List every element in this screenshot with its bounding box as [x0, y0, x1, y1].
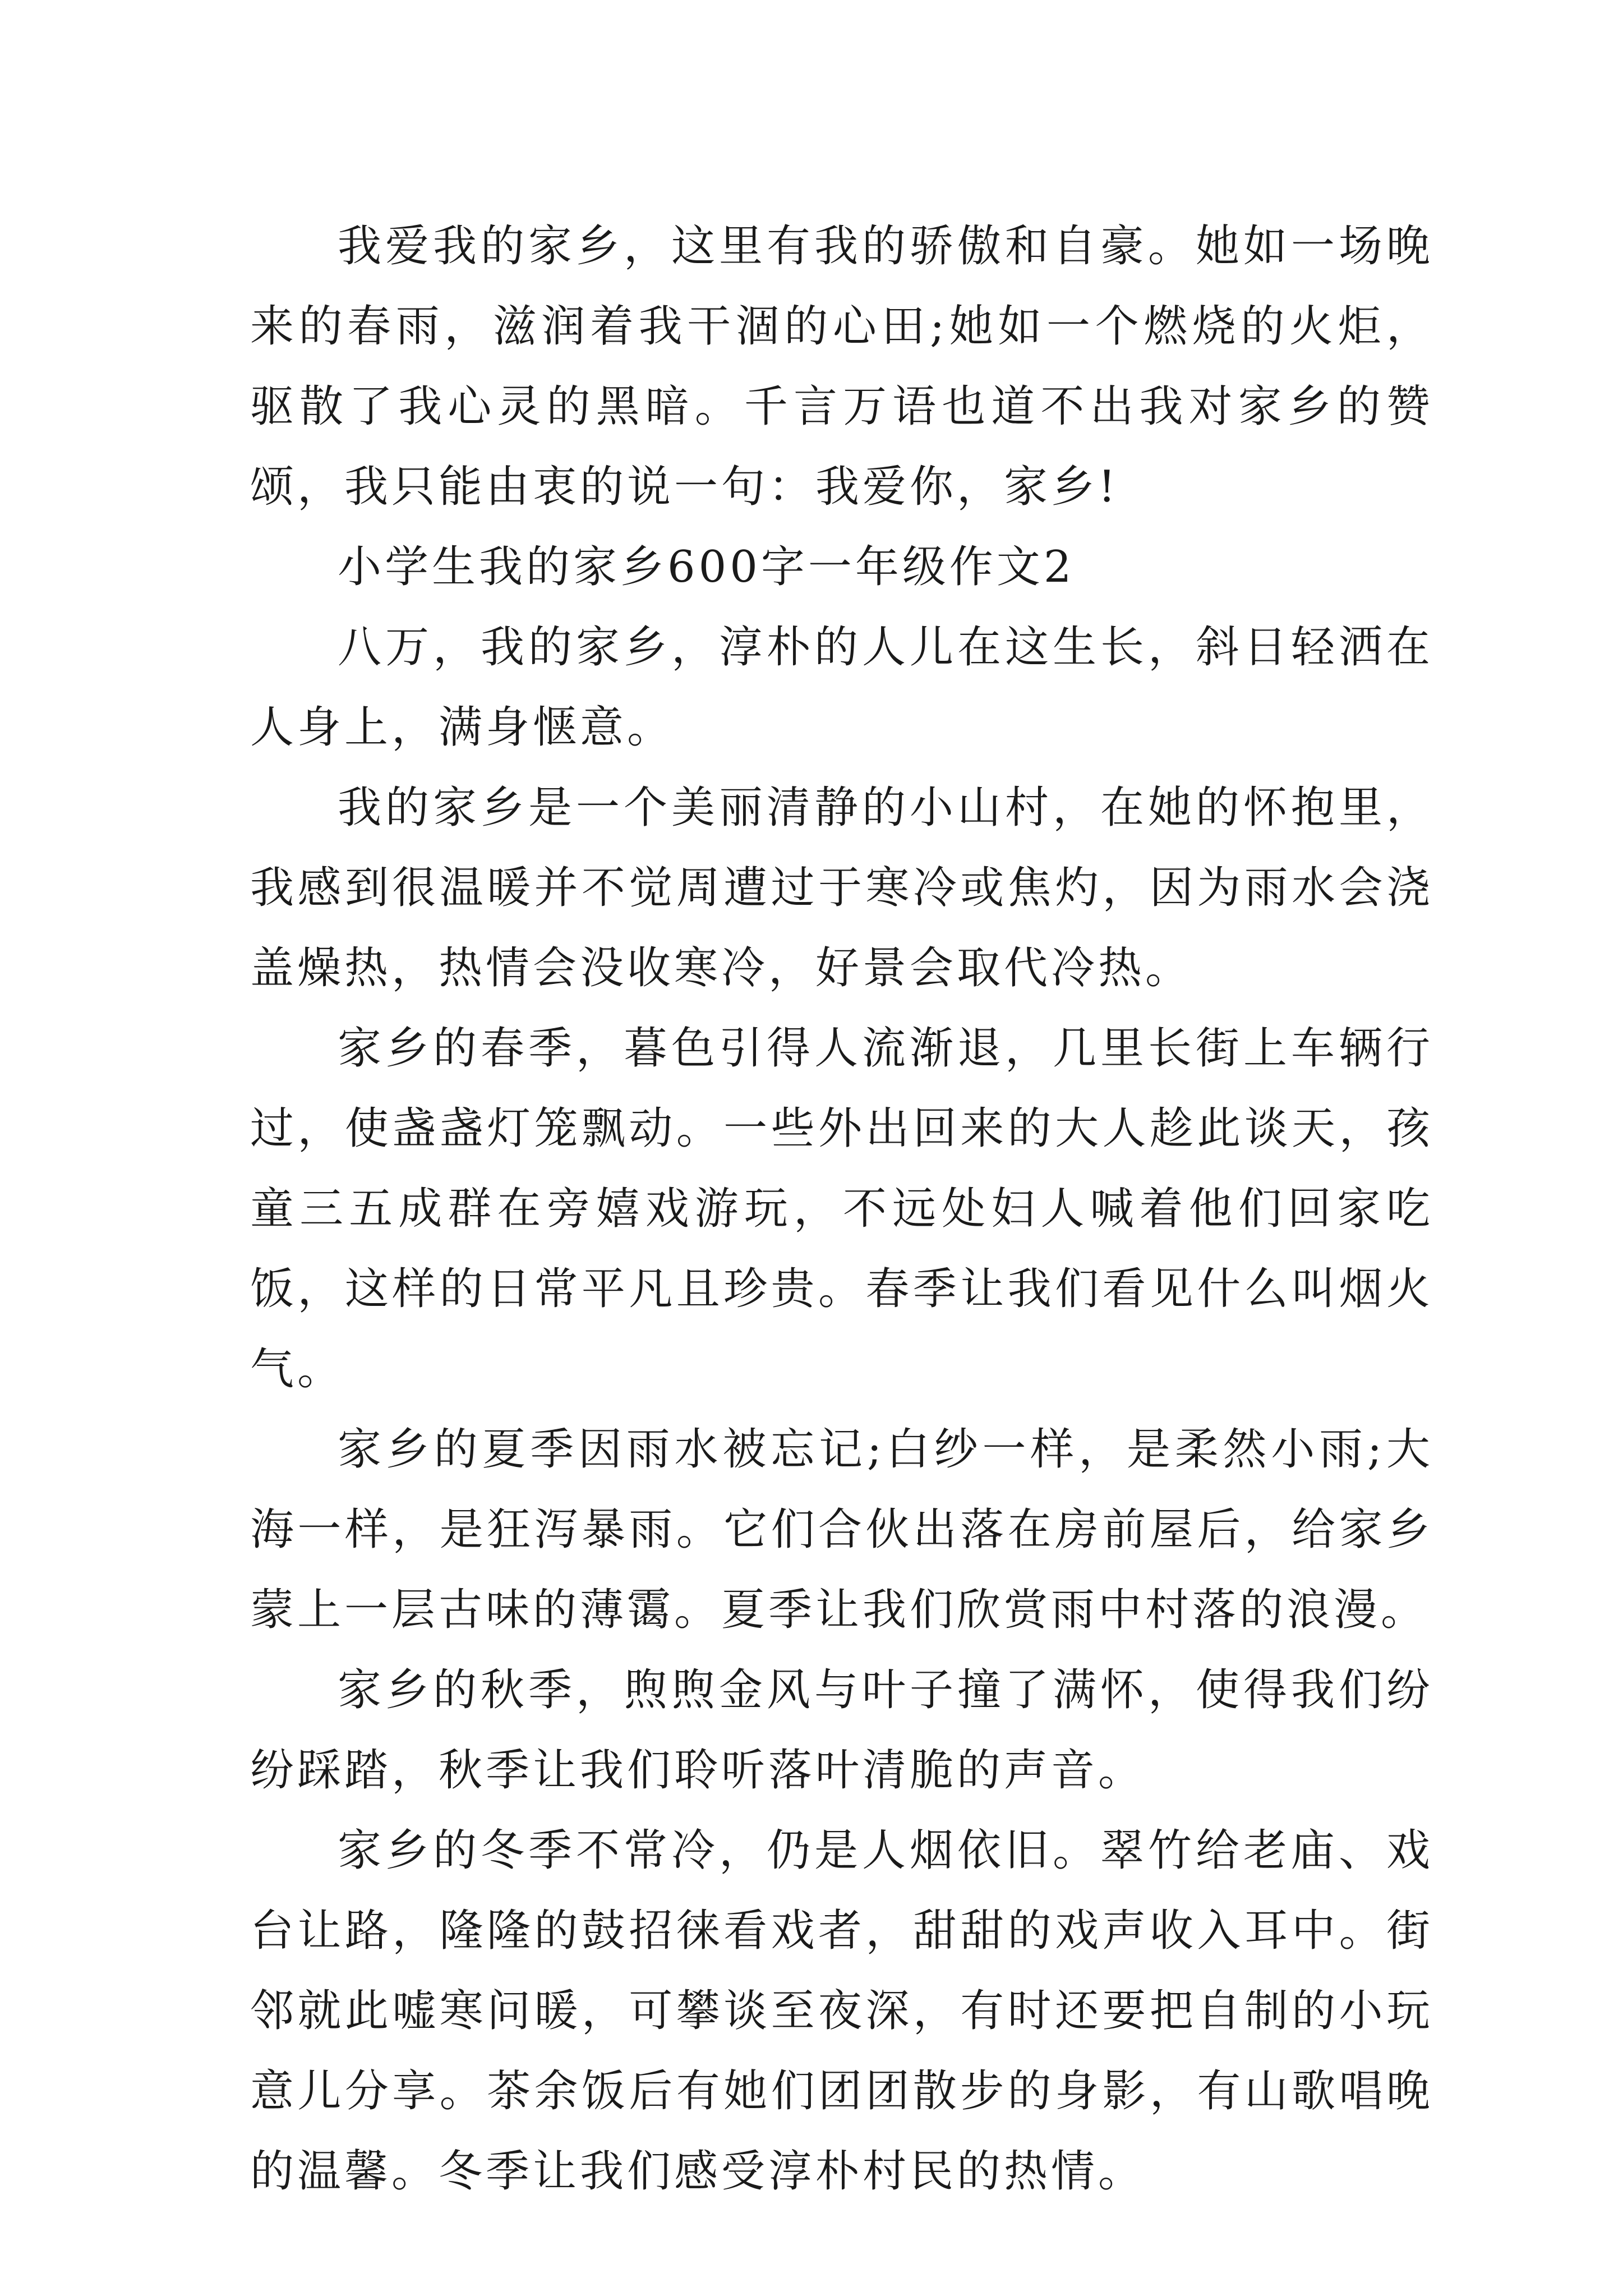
- paragraph-hometown: 八万，我的家乡，淳朴的人儿在这生长，斜日轻洒在人身上，满身惬意。: [250, 622, 1433, 753]
- paragraph-village: 我的家乡是一个美丽清静的小山村，在她的怀抱里，我感到很温暖并不觉周遭过于寒冷或焦灼，因为雨水会浇盖燥热，热情会没收寒冷，好景会取代冷热。: [250, 783, 1433, 993]
- essay-title: 小学生我的家乡600字一年级作文2: [338, 542, 1075, 592]
- paragraph-summer: 家乡的夏季因雨水被忘记;白纱一样，是柔然小雨;大海一样，是狂泻暴雨。它们合伙出落在房前屋后，给家乡蒙上一层古味的薄霭。夏季让我们欣赏雨中村落的浪漫。: [250, 1424, 1433, 1635]
- paragraph-intro-conclusion: 我爱我的家乡，这里有我的骄傲和自豪。她如一场晚来的春雨，滋润着我干涸的心田;她如一个燃烧的火炬，驱散了我心灵的黑暗。千言万语也道不出我对家乡的赞颂，我只能由衷的说一句：我爱你，家乡!: [250, 221, 1433, 512]
- paragraph-autumn: 家乡的秋季，煦煦金风与叶子撞了满怀，使得我们纷纷踩踏，秋季让我们聆听落叶清脆的声音。: [250, 1665, 1433, 1796]
- essay-body: [250, 206, 1433, 2212]
- paragraph-spring: 家乡的春季，暮色引得人流渐退，几里长街上车辆行过，使盏盏灯笼飘动。一些外出回来的大人趁此谈天，孩童三五成群在旁嬉戏游玩，不远处妇人喊着他们回家吃饭，这样的日常平凡且珍贵。春季让我们看见什么叫烟火气。: [250, 1023, 1433, 1395]
- paragraph-winter: 家乡的冬季不常冷，仍是人烟依旧。翠竹给老庙、戏台让路，隆隆的鼓招徕看戏者，甜甜的戏声收入耳中。街邻就此嘘寒问暖，可攀谈至夜深，有时还要把自制的小玩意儿分享。茶余饭后有她们团团散步的身影，有山歌唱晚的温馨。冬季让我们感受淳朴村民的热情。: [250, 1825, 1433, 2197]
